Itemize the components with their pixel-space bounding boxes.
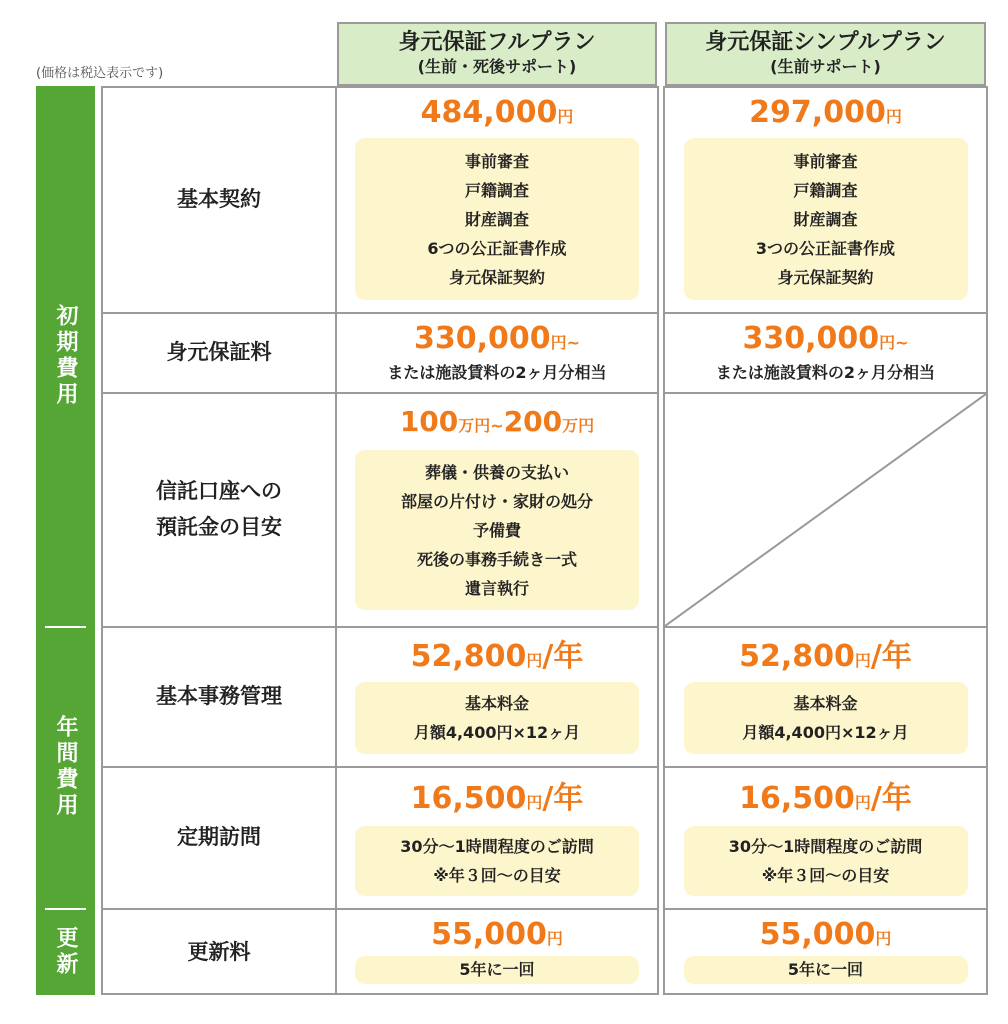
list-item: 身元保証契約: [777, 267, 874, 287]
not-applicable-diagonal: [665, 394, 986, 626]
column-gap: [659, 86, 663, 995]
cell-basic-contract-full: [337, 95, 657, 300]
price-note: または施設賃料の2ヶ月分相当: [387, 363, 607, 382]
cell-admin-full: [337, 639, 657, 754]
row-label-trust-line1: 信託口座への: [156, 479, 282, 504]
row-label-guarantee-fee: 身元保証料: [166, 340, 272, 365]
list-item: 月額4,400円×12ヶ月: [413, 723, 581, 742]
plan-header-simple: [665, 22, 986, 86]
list-item: ※年３回〜の目安: [761, 866, 890, 885]
item-box: [355, 956, 639, 984]
list-item: 3つの公正証書作成: [755, 238, 896, 258]
price-guarantee-fee-full: 330,000円~: [413, 321, 581, 356]
category-divider: [45, 626, 86, 628]
list-item: 戸籍調査: [464, 180, 529, 200]
plan-subtitle-full: (生前・死後サポート): [417, 56, 577, 76]
row-label-admin: 基本事務管理: [156, 684, 282, 709]
list-item: 葬儀・供養の支払い: [424, 462, 569, 482]
item-box: [684, 138, 968, 300]
list-item: 事前審査: [793, 151, 858, 171]
price-admin-simple: 52,800円/年: [739, 639, 912, 674]
price-note: または施設賃料の2ヶ月分相当: [715, 363, 936, 382]
category-renewal-label: 更新: [53, 925, 78, 978]
cell-trust-full: [337, 405, 657, 610]
list-item: 基本料金: [793, 694, 858, 713]
list-item: 死後の事務手続き一式: [416, 549, 577, 569]
list-item: 身元保証契約: [448, 267, 545, 287]
category-initial-cost: [36, 86, 95, 626]
category-divider: [45, 908, 86, 910]
cell-renewal-full: [337, 917, 657, 984]
plan-title-full: 身元保証フルプラン: [398, 30, 596, 56]
list-item: 5年に一回: [459, 960, 535, 979]
item-box: [355, 450, 639, 610]
row-label-trust-line2: 預託金の目安: [156, 515, 282, 539]
list-item: 基本料金: [464, 694, 529, 713]
row-label-basic-contract: 基本契約: [177, 187, 261, 212]
list-item: 5年に一回: [787, 960, 864, 979]
cell-renewal-simple: [665, 917, 986, 984]
price-guarantee-fee-simple: 330,000円~: [742, 321, 909, 356]
list-item: 戸籍調査: [793, 180, 858, 200]
item-box: [355, 826, 639, 896]
category-initial-label: 初期費用: [53, 304, 78, 408]
price-renewal-simple: 55,000円: [759, 917, 892, 952]
price-visit-full: 16,500円/年: [410, 781, 584, 816]
cell-basic-contract-simple: [665, 95, 986, 300]
item-box: [355, 138, 639, 300]
list-item: 財産調査: [793, 209, 858, 229]
plan-subtitle-simple: (生前サポート): [770, 56, 881, 76]
cell-guarantee-fee-full: [337, 321, 657, 383]
price-renewal-full: 55,000円: [431, 917, 563, 952]
cell-visit-simple: [665, 781, 986, 896]
cell-guarantee-fee-simple: [665, 321, 986, 383]
item-box: [355, 682, 639, 754]
category-annual-label: 年間費用: [53, 715, 78, 819]
item-box: [684, 956, 968, 984]
price-visit-simple: 16,500円/年: [739, 781, 912, 816]
item-box: [684, 826, 968, 896]
tax-note: (価格は税込表示です): [36, 66, 164, 81]
list-item: 月額4,400円×12ヶ月: [742, 723, 909, 742]
list-item: 財産調査: [464, 209, 529, 229]
plan-header-full: [337, 22, 657, 86]
list-item: 30分〜1時間程度のご訪問: [400, 837, 594, 856]
price-trust-full: 100万円~200万円: [399, 405, 595, 438]
row-label-trust: [103, 394, 335, 626]
list-item: 予備費: [472, 520, 521, 540]
price-admin-full: 52,800円/年: [410, 639, 584, 674]
list-item: 30分〜1時間程度のご訪問: [728, 837, 923, 856]
list-item: 遺言執行: [464, 578, 529, 598]
category-renewal: [36, 908, 95, 995]
row-label-visit: 定期訪問: [177, 825, 261, 850]
list-item: 6つの公正証書作成: [427, 238, 567, 258]
cell-visit-full: [337, 781, 657, 896]
item-box: [684, 682, 968, 754]
list-item: ※年３回〜の目安: [433, 866, 561, 885]
list-item: 部屋の片付け・家財の処分: [400, 491, 593, 511]
row-label-renewal: 更新料: [187, 939, 251, 964]
price-basic-contract-full: 484,000円: [420, 95, 574, 130]
category-annual-cost: [36, 626, 95, 908]
price-basic-contract-simple: 297,000円: [749, 95, 902, 130]
list-item: 事前審査: [464, 151, 529, 171]
plan-title-simple: 身元保証シンプルプラン: [705, 30, 946, 56]
cell-admin-simple: [665, 639, 986, 754]
